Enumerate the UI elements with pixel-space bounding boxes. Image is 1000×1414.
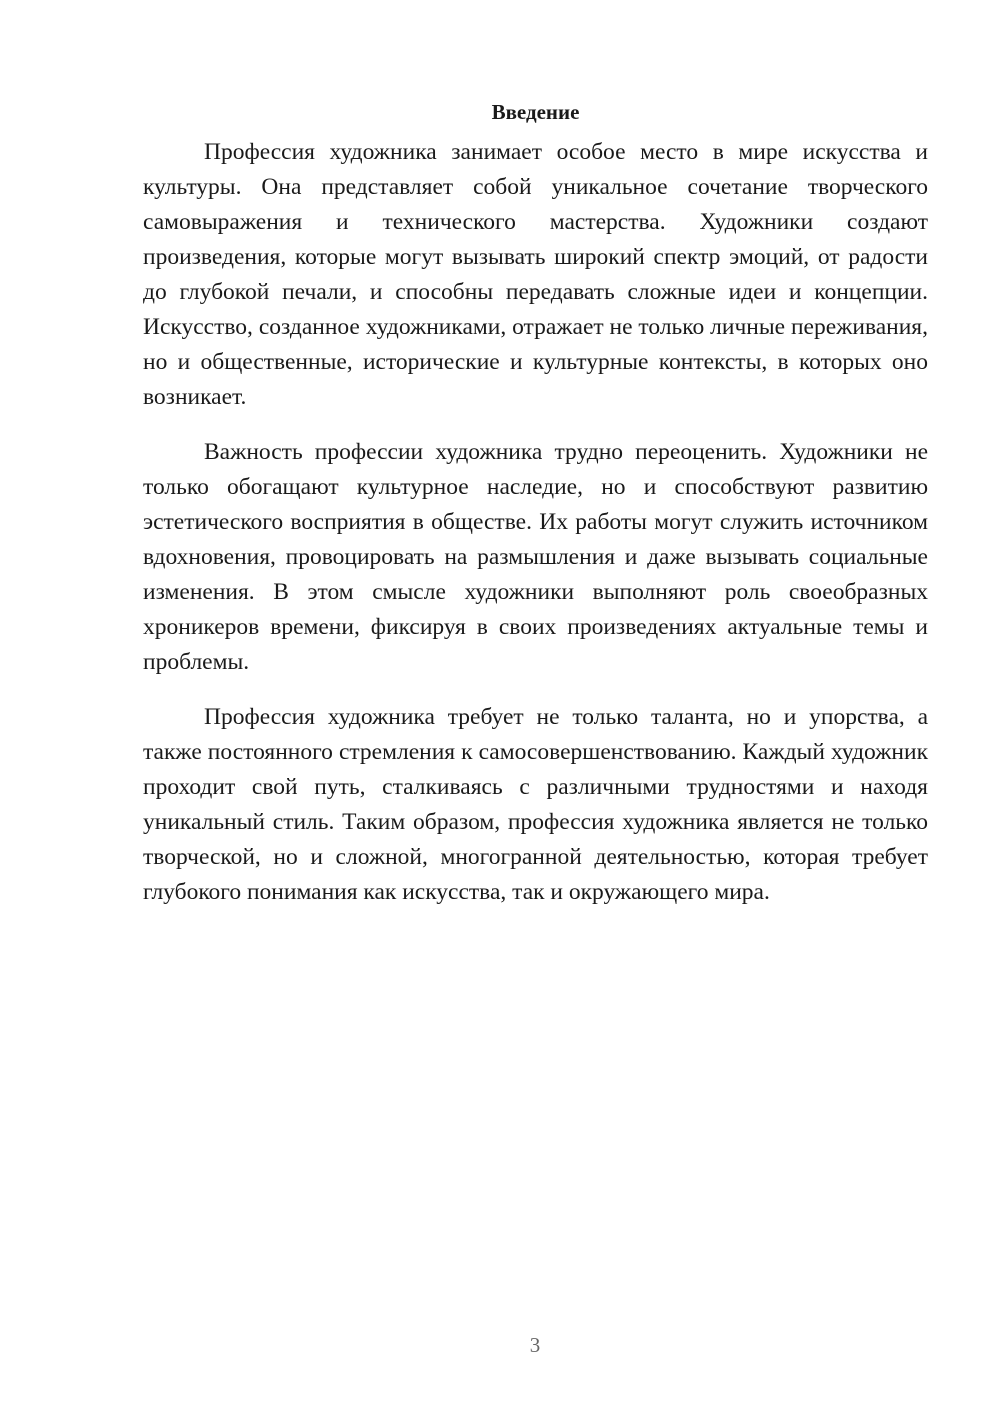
- document-body: [143, 95, 928, 910]
- paragraph-3: Профессия художника требует не только таланта, но и упорства, а также постоянного стремления к самосовершенствованию. Каждый художник проходит свой путь, сталкиваясь с различными трудностями и находя уникальный стиль. Таким образом, профессия художника является не только творческой, но и сложной, многогранной деятельностью, которая требует глубокого понимания как искусства, так и окружающего мира.: [143, 704, 928, 905]
- paragraph-2: Важность профессии художника трудно переоценить. Художники не только обогащают культурное наследие, но и способствуют развитию эстетического восприятия в обществе. Их работы могут служить источником вдохновения, провоцировать на размышления и даже вызывать социальные изменения. В этом смысле художники выполняют роль своеобразных хроникеров времени, фиксируя в своих произведениях актуальные темы и проблемы.: [143, 439, 928, 675]
- section-heading: Введение: [491, 100, 580, 124]
- page-number: 3: [529, 1333, 541, 1357]
- paragraph-1: Профессия художника занимает особое место в мире искусства и культуры. Она представляет собой уникальное сочетание творческого самовыражения и технического мастерства. Художники создают произведения, которые могут вызывать широкий спектр эмоций, от радости до глубокой печали, и способны передавать сложные идеи и концепции. Искусство, созданное художниками, отражает не только личные переживания, но и общественные, исторические и культурные контексты, в которых оно возникает.: [143, 139, 928, 410]
